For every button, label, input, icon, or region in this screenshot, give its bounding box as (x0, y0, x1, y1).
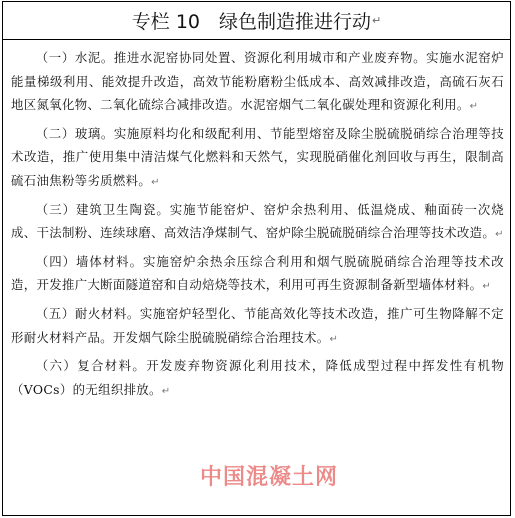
column-box (2, 1, 511, 516)
paragraph-refractory: （五）耐火材料。实施窑炉轻型化、节能高效化等技术改造，推广可生物降解不定形耐火材料产品。开发烟气除尘脱硫脱硝综合治理技术。↵ (11, 305, 504, 345)
paragraph-glass: （二）玻璃。实施原料均化和级配利用、节能型熔窑及除尘脱硫脱硝综合治理等技术改造，推广使用集中清洁煤气化燃料和天然气，实现脱硝催化剂回收与再生，限制高硫石油焦粉等劣质燃料。↵ (11, 125, 504, 188)
box-title (3, 2, 510, 40)
site-watermark: 中国混凝土网 (200, 465, 339, 490)
return-mark-icon: ↵ (161, 385, 171, 397)
title-text: 专栏 10 绿色制造推进行动 (131, 11, 371, 33)
return-mark-icon: ↵ (151, 176, 160, 188)
paragraph-composite: （六）复合材料。开发废弃物资源化利用技术，降低成型过程中挥发性有机物（VOCs）的无组织排放。↵ (11, 358, 504, 397)
return-mark-icon: ↵ (495, 229, 504, 241)
box-content (3, 40, 510, 403)
return-mark-icon: ↵ (372, 14, 382, 27)
paragraph-cement: （一）水泥。推进水泥窑协同处置、资源化利用城市和产业废弃物。实施水泥窑炉能量梯级利用、能效提升改造，高效节能粉磨粉尘低成本、高效减排改造，高硫石灰石地区氮氧化物、二氧化硫综合减排改造。水泥窑烟气二氧化碳处理和资源化利用。↵ (11, 50, 504, 113)
return-mark-icon: ↵ (329, 333, 339, 345)
paragraph-ceramics: （三）建筑卫生陶瓷。实施节能窑炉、窑炉余热利用、低温烧成、釉面砖一次烧成、干法制粉、连续球磨、高效洁净煤制气、窑炉除尘脱硫脱硝综合治理等技术改造。↵ (11, 201, 504, 241)
return-mark-icon: ↵ (469, 101, 479, 113)
return-mark-icon: ↵ (482, 281, 492, 293)
paragraph-wall-materials: （四）墙体材料。实施窑炉余热余压综合利用和烟气脱硫脱硝综合治理等技术改造，开发推广大断面隧道窑和自动焙烧等技术，利用可再生资源制备新型墙体材料。↵ (11, 253, 504, 293)
